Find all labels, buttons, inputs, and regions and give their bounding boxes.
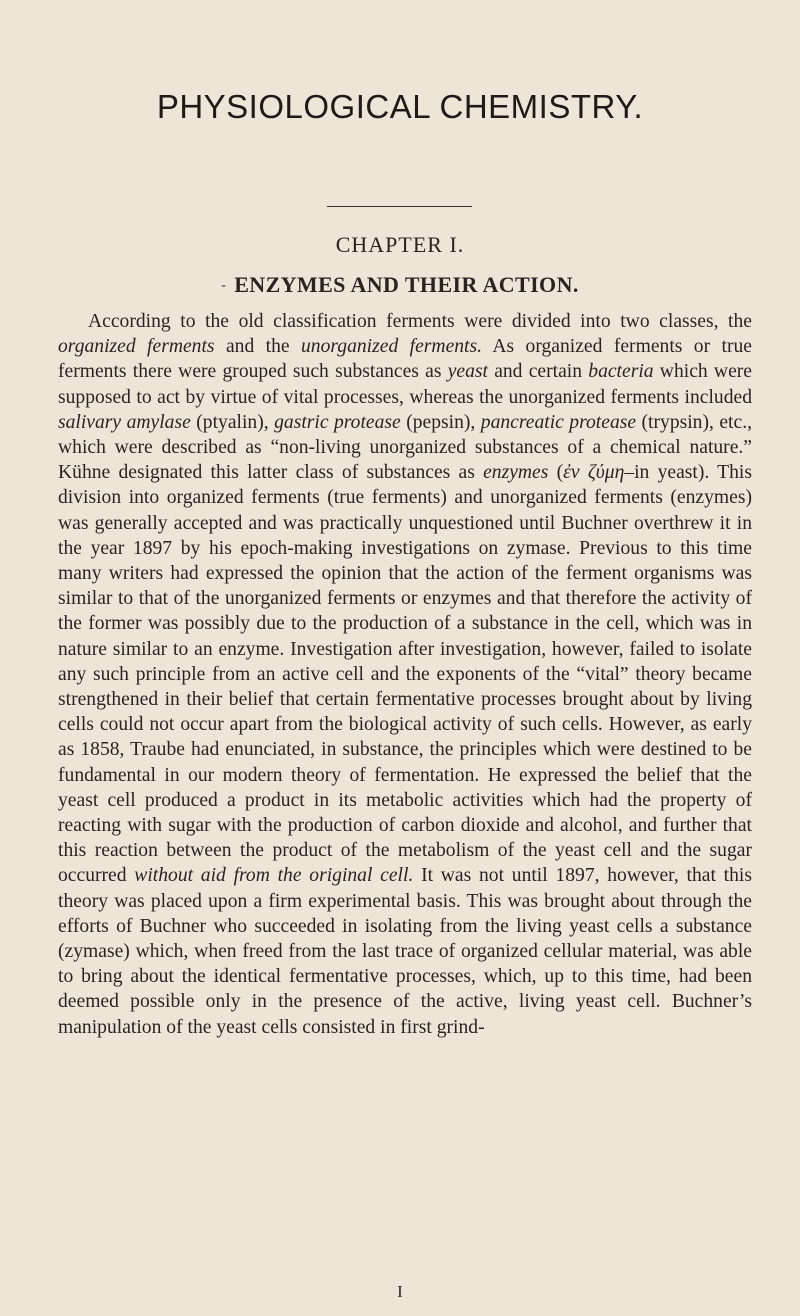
text-run: (trypsin), etc., which were described as “non-living unorganized substances of a chemical nature.” Kühne designated this latter class of substances as	[58, 411, 752, 484]
text-run: According to the old classification ferments were divided into two classes, the	[88, 311, 752, 332]
chapter-label: CHAPTER I.	[335, 232, 465, 257]
page-number: I	[397, 1282, 403, 1301]
text-run: As organized ferments or true ferments there were grouped such substances as	[58, 336, 752, 383]
text-run: and the	[214, 336, 301, 358]
text-run: and certain	[487, 361, 589, 383]
emphasis-gastric-protease: gastric protease	[274, 411, 401, 433]
greek-phrase: ἐν ζύμη	[563, 462, 625, 484]
chapter-title: ENZYMES AND THEIR ACTION.	[234, 272, 579, 297]
book-title: PHYSIOLOGICAL CHEMISTRY.	[156, 88, 644, 125]
text-run: (ptyalin),	[190, 411, 275, 433]
chapter-title-line	[0, 272, 800, 298]
body-paragraph	[58, 309, 752, 1040]
text-run: which were supposed to act by virtue of vital processes, whereas the unorganized ferments included	[58, 361, 752, 408]
emphasis-bacteria: bacteria	[588, 361, 654, 383]
text-run: It was not until 1897, however, that this theory was placed upon a firm experimental basis. This was brought about through the efforts of Buchner who succeeded in isolating from the living yeast cells a substance (zymase) which, when freed from the last trace of organized cellular material, was able to bring about the identical fermentative processes, which, up to this time, had been deemed possible only in the presence of the active, living yeast cell. Buchner’s manipulation of the yeast cells consisted in first grind-	[58, 865, 752, 1038]
text-run: –in yeast). This division into organized ferments (true ferments) and unorganized ferments (enzymes) was generally accepted and was practically unquestioned until Buchner overthrew it in the year 1897 by his epoch-making investigations on zymase. Previous to this time many writers had expressed the opinion that the action of the ferment organisms was similar to that of the unorganized ferments or enzymes and that therefore the activity of the former was possibly due to the production of a substance in the cell, which was in nature similar to an enzyme. Investigation after investigation, however, failed to isolate any such principle from an active cell and the exponents of the “vital” theory became strengthened in their belief that certain fermentative processes brought about by living cells could not occur apart from the biological activity of such cells. However, as early as 1858, Traube had enunciated, in substance, the principles which were destined to be fundamental in our modern theory of fermentation. He expressed the belief that the yeast cell produced a product in its metabolic activities which had the property of reacting with sugar with the production of carbon dioxide and alcohol, and further that this reaction between the product of the metabolism of the yeast cell and the sugar occurred	[58, 462, 753, 887]
title-divider	[327, 206, 472, 207]
text-run: (	[548, 462, 564, 484]
emphasis-organized-ferments: organized ferments	[58, 336, 215, 358]
emphasis-yeast: yeast	[447, 361, 488, 383]
emphasis-unorganized-ferments: unorganized ferments.	[301, 336, 483, 358]
emphasis-pancreatic-protease: pancreatic protease	[480, 411, 637, 433]
emphasis-salivary-amylase: salivary amylase	[58, 411, 191, 433]
stray-mark: -	[221, 278, 227, 293]
text-run: (pepsin),	[400, 411, 481, 433]
emphasis-without-aid: without aid from the original cell.	[134, 865, 414, 887]
emphasis-enzymes: enzymes	[483, 462, 549, 484]
